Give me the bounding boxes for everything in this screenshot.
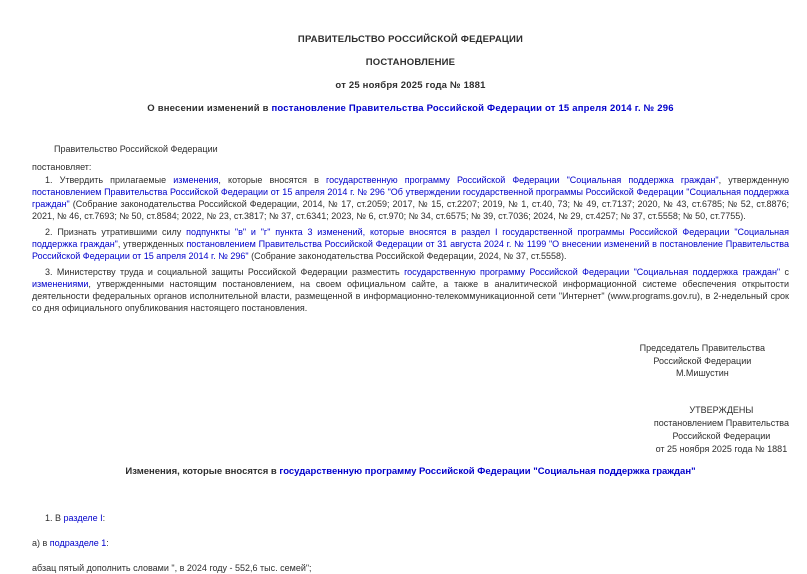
doc-authority: ПРАВИТЕЛЬСТВО РОССИЙСКОЙ ФЕДЕРАЦИИ — [297, 34, 524, 45]
signature-title: Председатель Правительства — [639, 343, 765, 353]
doc-link[interactable]: подпункты "в" и "г" пункта 3 изменений, которые вносятся в раздел I государственной программы Российской Федерации "Социальная поддержка граждан" — [32, 227, 789, 249]
doc-text: , которые вносятся в — [218, 175, 327, 185]
doc-text: : — [106, 537, 109, 548]
doc-text: 1. Утвердить прилагаемые — [45, 175, 174, 185]
doc-link[interactable]: изменения — [173, 175, 219, 185]
doc-text: абзац пятый дополнить словами ", в 2024 году - 552,6 тыс. семей"; — [32, 562, 312, 573]
approval-block — [654, 404, 789, 456]
doc-text: 3. Министерству труда и социальной защиты Российской Федерации разместить — [45, 267, 405, 277]
doc-text: , утвержденными настоящим постановлением, на своем официальном сайте, а также в аналитической информационной системе обеспечения открытости деятельности федеральных органов исполнительной власти, размещенной в информационно-телекоммуникационной сети "Интернет" (www.programs.gov.ru), в 2-недельный срок со дня официального опубликования настоящего постановления. — [32, 279, 789, 313]
doc-text: , утвержденных — [117, 239, 187, 249]
doc-title — [32, 103, 789, 115]
doc-link[interactable]: государственную программу Российской Федерации "Социальная поддержка граждан" — [326, 175, 719, 185]
paragraph-2 — [32, 226, 789, 262]
doc-text: Изменения, которые вносятся в — [125, 465, 280, 477]
annex-item-1 — [32, 512, 789, 524]
approval-org: Российской Федерации — [672, 430, 771, 441]
signature-block — [640, 342, 765, 380]
annex-item-2 — [32, 537, 789, 549]
doc-text: : — [102, 512, 106, 523]
doc-text: 2. Признать утратившими силу — [45, 227, 187, 237]
approval-date-number: от 25 ноября 2025 года № 1881 — [655, 443, 788, 454]
doc-text: а) в — [32, 537, 50, 548]
doc-text: О внесении изменений в — [147, 103, 272, 114]
doc-text: с — [780, 267, 789, 277]
annex-title — [32, 466, 789, 478]
annex-item-3 — [32, 562, 789, 574]
preamble-line-2: постановляет: — [32, 162, 92, 172]
doc-link[interactable]: изменениями — [32, 279, 89, 289]
doc-text: (Собрание законодательства Российской Федерации, 2014, № 17, ст.2059; 2017, № 15, ст.2207; 2019, № 1, ст.40, 73; № 49, ст.7137; 2020, № 43, ст.6785; № 52, ст.8876; 2021, № 46, ст.7693; № 50, ст.8584; 2022, № 23, ст.3817; № 37, ст.6341; 2023, № 6, ст.970; № 34, ст.6575; № 39, ст.7036; 2024, № 29, ст.4257; № 37, ст.5558; № 50, ст.7755). — [32, 199, 789, 221]
doc-text: (Собрание законодательства Российской Федерации, 2024, № 37, ст.5558). — [248, 251, 567, 261]
doc-date-number: от 25 ноября 2025 года № 1881 — [335, 80, 486, 91]
doc-text: 1. В — [45, 512, 64, 523]
paragraph-1 — [32, 174, 789, 222]
doc-link[interactable]: подразделе 1 — [49, 537, 107, 548]
doc-type: ПОСТАНОВЛЕНИЕ — [365, 57, 456, 68]
doc-link[interactable]: государственную программу Российской Федерации "Социальная поддержка граждан" — [279, 465, 696, 477]
paragraph-3 — [32, 266, 789, 314]
preamble-line-1: Правительство Российской Федерации — [54, 144, 218, 154]
doc-text: , утвержденную — [718, 175, 789, 185]
approval-status: УТВЕРЖДЕНЫ — [689, 404, 754, 415]
doc-link[interactable]: постановлением Правительства Российской Федерации от 15 апреля 2014 г. № 296 "Об утверждении государственной программы Российской Федерации "Социальная поддержка граждан" — [32, 187, 789, 209]
doc-link[interactable]: государственную программу Российской Федерации "Социальная поддержка граждан" — [404, 267, 781, 277]
doc-link[interactable]: постановление Правительства Российской Федерации от 15 апреля 2014 г. № 296 — [271, 103, 674, 114]
doc-link[interactable]: постановлением Правительства Российской Федерации от 31 августа 2024 г. № 1199 "О внесении изменений в постановление Правительства Российской Федерации от 15 апреля 2014 г. № 296" — [32, 239, 789, 261]
approval-by: постановлением Правительства — [653, 417, 789, 428]
signature-org: Российской Федерации — [653, 355, 752, 366]
doc-link[interactable]: разделе I — [63, 512, 103, 523]
signature-name: М.Мишустин — [675, 368, 729, 378]
